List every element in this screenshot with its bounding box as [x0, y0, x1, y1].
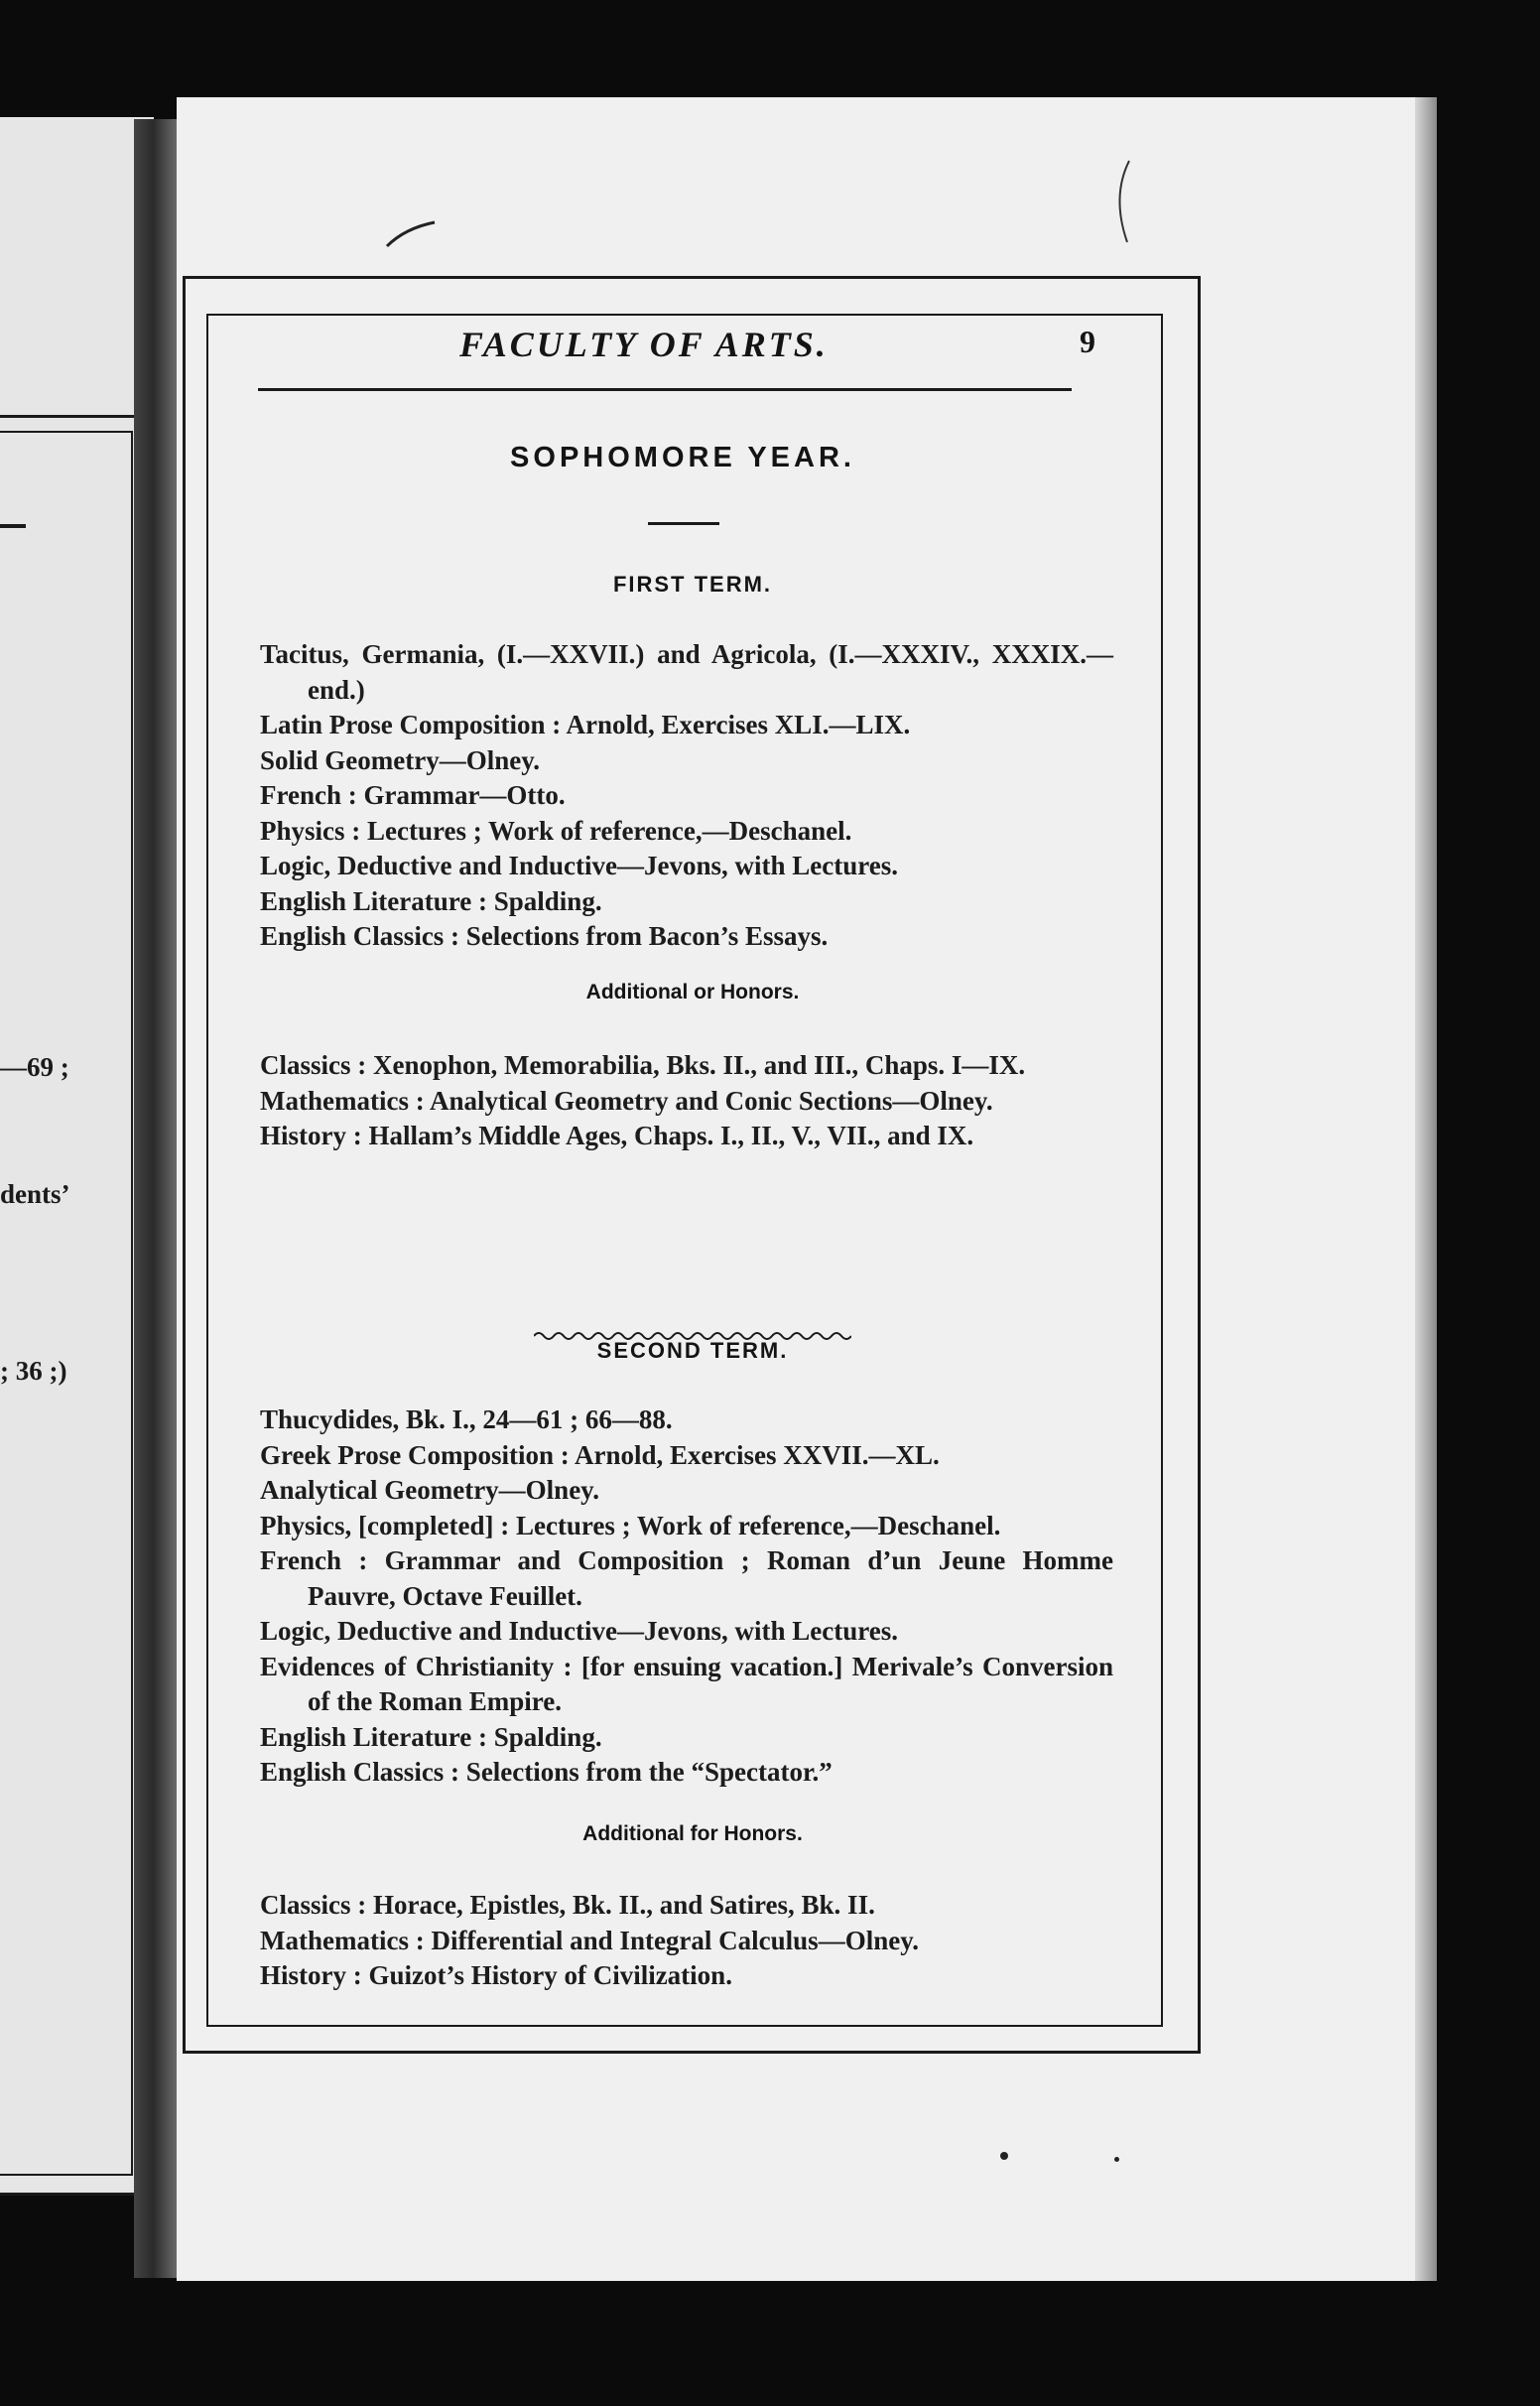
section-title: SOPHOMORE YEAR. — [510, 442, 855, 473]
header-rule — [258, 388, 1072, 391]
first-term-honors-list — [260, 1048, 1113, 1154]
second-term-course-list — [260, 1403, 1113, 1791]
left-page-fragment — [0, 117, 154, 2194]
title-rule — [648, 522, 719, 525]
course-entry: Physics : Lectures ; Work of reference,—Deschanel. — [260, 815, 852, 846]
honors-entry: Classics : Horace, Epistles, Bk. II., and Satires, Bk. II. — [260, 1890, 875, 1920]
page-number: 9 — [1080, 324, 1095, 359]
ink-mark — [1109, 157, 1139, 246]
first-term-course-list — [260, 637, 1113, 955]
course-entry: Greek Prose Composition : Arnold, Exercises XXVII.—XL. — [260, 1439, 940, 1470]
honors-entry: Mathematics : Analytical Geometry and Conic Sections—Olney. — [260, 1085, 993, 1116]
course-entry: English Literature : Spalding. — [260, 1721, 602, 1752]
page-edge-shadow — [1415, 97, 1437, 2281]
course-entry: Thucydides, Bk. I., 24—61 ; 66—88. — [260, 1404, 673, 1434]
second-term-honors-list — [260, 1888, 1113, 1994]
honors-entry: History : Guizot’s History of Civilization. — [260, 1960, 732, 1990]
first-term-heading: FIRST TERM. — [612, 572, 773, 597]
second-term-heading: SECOND TERM. — [596, 1338, 789, 1363]
ink-speck — [1114, 2157, 1119, 2162]
course-entry: French : Grammar and Composition ; Roman d’un Jeune Homme Pauvre, Octave Feuillet. — [260, 1545, 1113, 1611]
honors-entry: Mathematics : Differential and Integral Calculus—Olney. — [260, 1925, 919, 1955]
ink-speck — [1000, 2152, 1008, 2160]
left-page-rule — [0, 524, 26, 528]
second-term-honors-heading: Additional for Honors. — [582, 1822, 803, 1845]
course-entry: Physics, [completed] : Lectures ; Work of reference,—Deschanel. — [260, 1510, 1001, 1540]
course-entry: Analytical Geometry—Olney. — [260, 1475, 599, 1505]
left-page-border-inner — [0, 431, 133, 2176]
course-entry: English Literature : Spalding. — [260, 885, 602, 916]
left-page-text-fragment: ; 36 ;) — [0, 1356, 67, 1386]
course-entry: Evidences of Christianity : [for ensuing vacation.] Merivale’s Conversion of the Roman Empire. — [260, 1651, 1113, 1716]
course-entry: English Classics : Selections from the “Spectator.” — [260, 1757, 833, 1787]
course-entry: Logic, Deductive and Inductive—Jevons, with Lectures. — [260, 851, 899, 880]
course-entry: Latin Prose Composition : Arnold, Exercises XLI.—LIX. — [260, 710, 911, 739]
course-entry: English Classics : Selections from Bacon’s Essays. — [260, 921, 829, 951]
left-page-text-fragment: dents’ — [0, 1179, 70, 1209]
course-entry: Logic, Deductive and Inductive—Jevons, with Lectures. — [260, 1616, 899, 1646]
honors-entry: History : Hallam’s Middle Ages, Chaps. I., II., V., VII., and IX. — [260, 1121, 974, 1150]
running-header: FACULTY OF ARTS. — [459, 325, 829, 364]
book-gutter — [134, 119, 182, 2278]
left-page-text-fragment: —69 ; — [0, 1052, 69, 1082]
course-entry: Solid Geometry—Olney. — [260, 744, 540, 775]
honors-entry: Classics : Xenophon, Memorabilia, Bks. II., and III., Chaps. I—IX. — [260, 1050, 1026, 1080]
first-term-honors-heading: Additional or Honors. — [585, 981, 800, 1003]
course-entry: French : Grammar—Otto. — [260, 780, 566, 810]
ink-mark — [385, 216, 445, 256]
book-page — [177, 97, 1437, 2281]
course-entry: Tacitus, Germania, (I.—XXVII.) and Agricola, (I.—XXXIV., XXXIX.—end.) — [260, 639, 1113, 705]
